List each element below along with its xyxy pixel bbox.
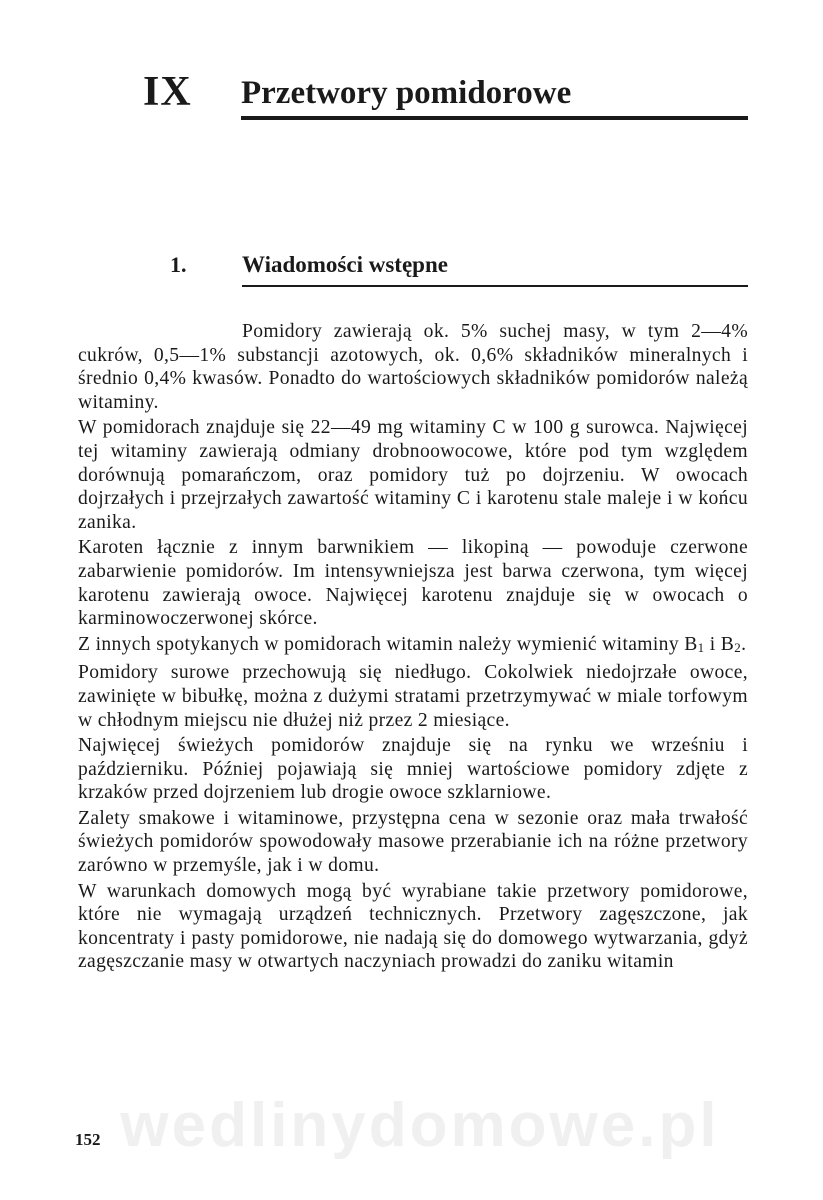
subscript-1: 1: [697, 639, 705, 655]
paragraph-3: Karoten łącznie z innym barwnikiem — likopiną — powoduje czerwone zabarwienie pomidorów. Im intensywniejsza jest barwa czerwona, tym więcej karotenu zawierają owoce. Najwięcej karotenu znajduje się w owocach o karminowoczerwonej skórce.: [78, 537, 748, 630]
subscript-2: 2: [734, 639, 742, 655]
paragraph-4-text-before: Z innych spotykanych w pomidorach witamin należy wymienić witaminy B: [78, 633, 698, 655]
chapter-title: Przetwory pomidorowe: [241, 75, 572, 111]
chapter-number: IX: [143, 69, 192, 115]
section-header: [170, 247, 748, 291]
watermark: wedlinydomowe.pl: [120, 1091, 720, 1160]
section-title-rule: [242, 285, 748, 287]
paragraph-7: Zalety smakowe i witaminowe, przystępna cena w sezonie oraz mała trwałość świeżych pomidorów spowodowały masowe przerabianie ich na różne przetwory zarówno w przemyśle, jak i w domu.: [78, 807, 748, 877]
section-title: Wiadomości wstępne: [242, 252, 448, 277]
page-number: 152: [75, 1130, 101, 1149]
section-number: 1.: [170, 252, 187, 277]
paragraph-1: Pomidory zawierają ok. 5% suchej masy, w tym 2—4% cukrów, 0,5—1% substancji azotowych, ok. 0,6% składników mineralnych i średnio 0,4% kwasów. Ponadto do wartościowych składników pomidorów należą witaminy.: [78, 321, 748, 413]
paragraph-6: Najwięcej świeżych pomidorów znajduje się na rynku we wrześniu i październiku. Później pojawiają się mniej wartościowe pomidory zdjęte z krzaków przed dojrzeniem lub drogie owoce szklarniowe.: [78, 735, 748, 804]
paragraph-5: Pomidory surowe przechowują się niedługo. Cokolwiek niedojrzałe owoce, zawinięte w bibułkę, można z dużymi stratami przetrzymywać w miale torfowym w chłodnym miejscu nie dłużej niż przez 2 miesiące.: [78, 662, 748, 731]
paragraph-8: W warunkach domowych mogą być wyrabiane takie przetwory pomidorowe, które nie wymagają urządzeń technicznych. Przetwory zagęszczone, jak koncentraty i pasty pomidorowe, nie nadają się do domowego wytwarzania, gdyż zagęszczanie masy w otwartych naczyniach prowadzi do zaniku witamin: [78, 880, 748, 973]
paragraph-4-text-middle: i B: [704, 633, 735, 655]
paragraph-4-text-after: .: [741, 633, 747, 655]
paragraph-4: [78, 633, 748, 660]
chapter-title-rule: [241, 116, 748, 120]
body-text: [78, 320, 748, 976]
chapter-header: [143, 66, 748, 124]
paragraph-2: W pomidorach znajduje się 22—49 mg witaminy C w 100 g surowca. Najwięcej tej witaminy zawierają odmiany drobnoowocowe, które pod tym względem dorównują pomarańczom, oraz pomidory tuż po dojrzeniu. W owocach dojrzałych i przejrzałych zawartość witaminy C i karotenu stale maleje i w końcu zanika.: [78, 417, 748, 533]
